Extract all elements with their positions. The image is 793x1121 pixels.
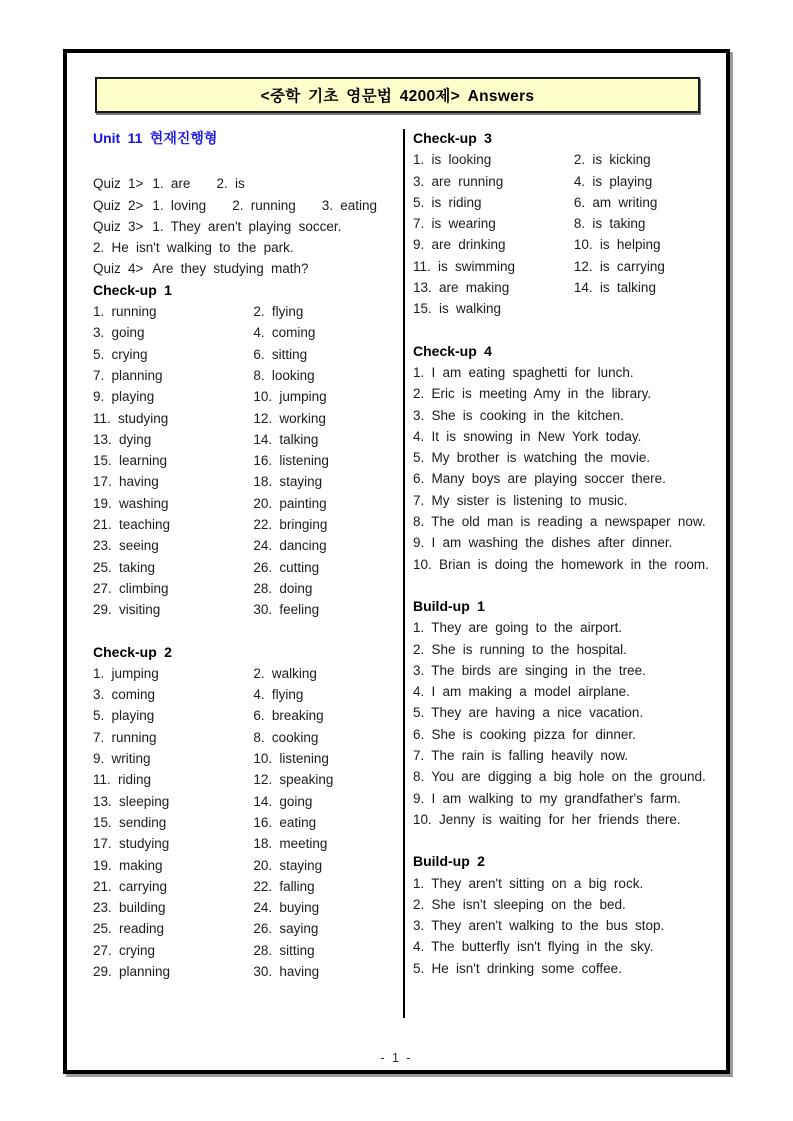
answer-sentence: 5. My brother is watching the movie. bbox=[413, 450, 651, 466]
answer-sentence: 3. She is cooking in the kitchen. bbox=[413, 407, 624, 423]
answer-item: 7. is wearing bbox=[413, 216, 496, 232]
answer-item: 1. is looking bbox=[413, 152, 492, 168]
answer-item: 23. building bbox=[93, 900, 166, 916]
answer-sentence: 9. I am walking to my grandfather's farm. bbox=[413, 790, 681, 806]
answer-sentence: 3. They aren't walking to the bus stop. bbox=[413, 918, 665, 934]
answer-section bbox=[413, 851, 711, 979]
answer-item: 19. washing bbox=[93, 495, 169, 511]
answer-sentence: 6. She is cooking pizza for dinner. bbox=[413, 726, 636, 742]
answer-item: 13. are making bbox=[413, 280, 510, 296]
answer-item: 29. visiting bbox=[93, 602, 161, 618]
answer-item: 3. coming bbox=[93, 687, 156, 703]
quiz-line bbox=[93, 173, 390, 194]
page-title: <중학 기초 영문법 4200제> Answers bbox=[260, 88, 535, 105]
answer-item: 4. flying bbox=[253, 687, 304, 703]
left-sections bbox=[93, 280, 390, 983]
answer-item: 10. listening bbox=[253, 751, 329, 767]
quiz-label: Quiz 4> bbox=[93, 261, 144, 277]
answer-item: 16. listening bbox=[253, 453, 329, 469]
answer-item: 12. working bbox=[253, 410, 326, 426]
answer-sentence: 1. They are going to the airport. bbox=[413, 620, 623, 636]
answer-item: 11. riding bbox=[93, 772, 152, 788]
answer-item: 5. is riding bbox=[413, 194, 482, 210]
answer-item: 15. sending bbox=[93, 814, 167, 830]
answer-sentence: 4. The butterfly isn't flying in the sky. bbox=[413, 939, 654, 955]
answer-sentence: 1. They aren't sitting on a big rock. bbox=[413, 875, 644, 891]
answer-item: 14. talking bbox=[253, 431, 319, 447]
answer-item: 6. am writing bbox=[573, 194, 658, 210]
answer-item: 4. coming bbox=[253, 325, 316, 341]
answer-section bbox=[93, 642, 390, 983]
answer-sentence: 8. The old man is reading a newspaper now. bbox=[413, 514, 706, 530]
answer-item: 21. carrying bbox=[93, 878, 168, 894]
answer-item: 11. is swimming bbox=[413, 258, 516, 274]
answer-sentence: 4. I am making a model airplane. bbox=[413, 684, 630, 700]
answer-item: 8. looking bbox=[253, 367, 315, 383]
answer-item: 5. playing bbox=[93, 708, 155, 724]
quiz-label: Quiz 3> bbox=[93, 218, 144, 234]
answer-item: 27. crying bbox=[93, 942, 156, 958]
answer-sentence: 2. She is running to the hospital. bbox=[413, 641, 627, 657]
answer-item: 2. is kicking bbox=[573, 152, 651, 168]
answer-item: 16. eating bbox=[253, 814, 317, 830]
answer-item: 12. speaking bbox=[253, 772, 334, 788]
answer-item: 6. sitting bbox=[253, 346, 308, 362]
quiz-block bbox=[93, 173, 390, 279]
answer-section bbox=[93, 280, 390, 621]
quiz-answer: Are they studying math? bbox=[152, 261, 309, 277]
answer-item: 7. planning bbox=[93, 367, 163, 383]
answer-item: 6. breaking bbox=[253, 708, 324, 724]
answer-item: 15. is walking bbox=[413, 301, 502, 317]
answer-item: 7. running bbox=[93, 729, 157, 745]
answer-sentence: 10. Brian is doing the homework in the room. bbox=[413, 556, 709, 572]
answer-sentence: 2. Eric is meeting Amy in the library. bbox=[413, 386, 652, 402]
answer-sentence: 2. She isn't sleeping on the bed. bbox=[413, 896, 626, 912]
left-column bbox=[93, 128, 403, 982]
answer-item: 25. taking bbox=[93, 559, 156, 575]
answer-pair-grid bbox=[413, 149, 711, 319]
quiz-line bbox=[93, 237, 390, 258]
answer-item: 23. seeing bbox=[93, 538, 159, 554]
answer-item: 1. jumping bbox=[93, 665, 159, 681]
answer-item: 2. flying bbox=[253, 304, 304, 320]
answer-item: 21. teaching bbox=[93, 517, 171, 533]
answer-item: 30. feeling bbox=[253, 602, 320, 618]
section-heading: Check-up 1 bbox=[93, 281, 172, 298]
unit-heading: Unit 11 현재진행형 bbox=[93, 130, 218, 146]
answer-item: 15. learning bbox=[93, 453, 168, 469]
answer-item: 28. sitting bbox=[253, 942, 315, 958]
right-sections bbox=[413, 128, 711, 979]
quiz-answer: 1. They aren't playing soccer. bbox=[152, 218, 342, 234]
answer-section bbox=[413, 341, 711, 575]
answer-item: 22. bringing bbox=[253, 517, 328, 533]
answer-item: 24. dancing bbox=[253, 538, 327, 554]
answer-item: 9. are drinking bbox=[413, 237, 506, 253]
answer-item: 11. studying bbox=[93, 410, 169, 426]
answer-section bbox=[413, 596, 711, 830]
page-number: - 1 - bbox=[380, 1051, 413, 1065]
answer-item: 29. planning bbox=[93, 963, 171, 979]
page-frame bbox=[63, 49, 730, 1074]
column-divider bbox=[403, 129, 405, 1018]
answer-item: 10. is helping bbox=[573, 237, 661, 253]
answer-sentence: 4. It is snowing in New York today. bbox=[413, 428, 642, 444]
answer-item: 19. making bbox=[93, 857, 163, 873]
answer-pair-grid bbox=[93, 663, 390, 982]
answer-sentence: 6. Many boys are playing soccer there. bbox=[413, 471, 666, 487]
answer-item: 30. having bbox=[253, 963, 320, 979]
quiz-answer: 1. are bbox=[152, 176, 191, 192]
answer-item: 27. climbing bbox=[93, 580, 169, 596]
answer-item: 20. painting bbox=[253, 495, 327, 511]
quiz-answer: 2. running bbox=[232, 197, 296, 213]
quiz-label: Quiz 1> bbox=[93, 176, 144, 192]
answer-item: 8. cooking bbox=[253, 729, 319, 745]
right-column bbox=[413, 128, 711, 982]
answer-item: 12. is carrying bbox=[573, 258, 665, 274]
answer-item: 13. dying bbox=[93, 431, 152, 447]
quiz-answer: 1. loving bbox=[152, 197, 207, 213]
answer-sentence: 8. You are digging a big hole on the ground. bbox=[413, 769, 706, 785]
quiz-answer: 3. eating bbox=[321, 197, 378, 213]
section-heading: Check-up 4 bbox=[413, 342, 492, 359]
answer-item: 14. going bbox=[253, 793, 313, 809]
quiz-line bbox=[93, 258, 390, 279]
title-banner bbox=[95, 77, 700, 113]
answer-item: 18. staying bbox=[253, 474, 323, 490]
answer-item: 26. cutting bbox=[253, 559, 320, 575]
section-heading: Build-up 2 bbox=[413, 853, 485, 870]
section-heading: Check-up 3 bbox=[413, 130, 492, 146]
answer-pair-grid bbox=[93, 301, 390, 620]
answer-item: 3. going bbox=[93, 325, 145, 341]
answer-sentence: 10. Jenny is waiting for her friends there. bbox=[413, 811, 681, 827]
answer-sentence: 1. I am eating spaghetti for lunch. bbox=[413, 364, 634, 380]
answer-item: 9. writing bbox=[93, 751, 151, 767]
answer-item: 25. reading bbox=[93, 921, 165, 937]
answer-columns bbox=[67, 128, 726, 982]
answer-item: 13. sleeping bbox=[93, 793, 170, 809]
answer-sentence: 7. The rain is falling heavily now. bbox=[413, 748, 629, 764]
answer-sentence: 7. My sister is listening to music. bbox=[413, 492, 628, 508]
answer-item: 1. running bbox=[93, 304, 157, 320]
answer-item: 18. meeting bbox=[253, 836, 328, 852]
quiz-label: Quiz 2> bbox=[93, 197, 144, 213]
answer-item: 28. doing bbox=[253, 580, 313, 596]
answer-item: 4. is playing bbox=[573, 173, 653, 189]
answer-item: 9. playing bbox=[93, 389, 155, 405]
section-heading: Check-up 2 bbox=[93, 643, 172, 660]
answer-section bbox=[413, 128, 711, 320]
answer-sentence: 3. The birds are singing in the tree. bbox=[413, 662, 646, 678]
answer-item: 17. having bbox=[93, 474, 159, 490]
answer-item: 5. crying bbox=[93, 346, 148, 362]
answer-item: 20. staying bbox=[253, 857, 323, 873]
answer-sentence: 5. He isn't drinking some coffee. bbox=[413, 960, 622, 976]
answer-item: 8. is taking bbox=[573, 216, 646, 232]
answer-item: 26. saying bbox=[253, 921, 319, 937]
answer-item: 10. jumping bbox=[253, 389, 327, 405]
section-heading: Build-up 1 bbox=[413, 597, 485, 614]
answer-item: 17. studying bbox=[93, 836, 170, 852]
quiz-line bbox=[93, 216, 390, 237]
answer-item: 24. buying bbox=[253, 900, 320, 916]
answer-sentence: 9. I am washing the dishes after dinner. bbox=[413, 535, 673, 551]
quiz-answer: 2. He isn't walking to the park. bbox=[93, 240, 294, 256]
answer-item: 14. is talking bbox=[573, 280, 656, 296]
answer-item: 22. falling bbox=[253, 878, 315, 894]
quiz-line bbox=[93, 195, 390, 216]
answer-sentence: 5. They are having a nice vacation. bbox=[413, 705, 644, 721]
answer-item: 2. walking bbox=[253, 665, 317, 681]
quiz-answer: 2. is bbox=[216, 176, 245, 192]
answer-item: 3. are running bbox=[413, 173, 504, 189]
